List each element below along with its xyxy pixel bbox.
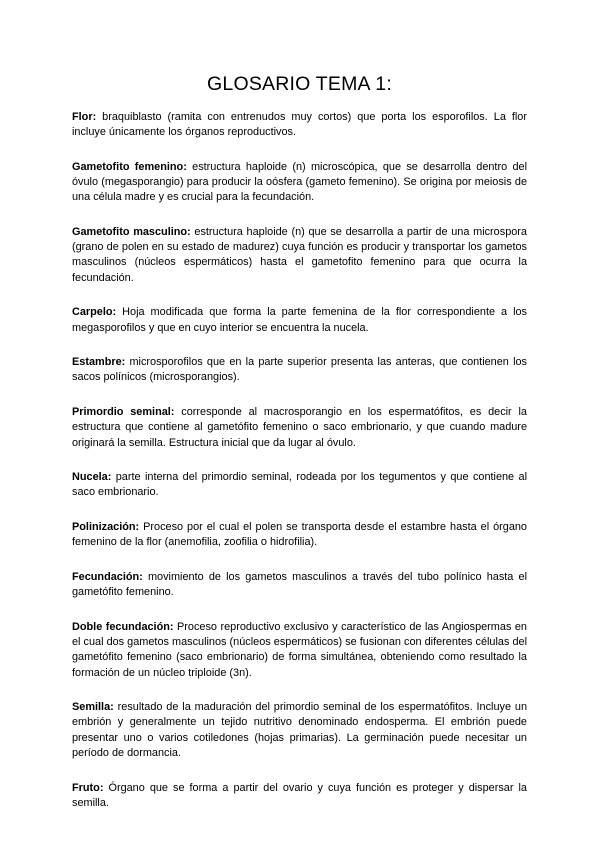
page-title: GLOSARIO TEMA 1: (207, 73, 392, 95)
glossary-definition: Hoja modificada que forma la parte femenina de la flor correspondiente a los megasporofilos y que en cuyo interior se encuentra la nucela. (72, 306, 527, 334)
glossary-term: Doble fecundación: (72, 620, 174, 633)
glossary-definition: resultado de la maduración del primordio seminal de los espermatófitos. Incluye un embrión y generalmente un tejido nutritivo denominado endosperma. El embrión puede presentar uno o varios cotiledones (hojas primarias). La germinación puede necesitar un período de dormancia. (72, 701, 527, 759)
glossary-term: Semilla: (72, 701, 114, 714)
glossary-term: Nucela: (72, 471, 112, 484)
glossary-definition: Órgano que se forma a partir del ovario y cuya función es proteger y dispersar la semilla. (72, 781, 527, 809)
glossary-definition: estructura haploide (n) que se desarrolla a partir de una microspora (grano de polen en su estado de madurez) cuya función es producir y transportar los gametos masculinos (núcleos espermáticos) hasta el gametofito femenino para que ocurra la fecundación. (72, 226, 527, 284)
glossary-entry-primordio-seminal (72, 405, 527, 451)
glossary-entry-fecundacion (72, 570, 527, 600)
glossary-definition: Proceso reproductivo exclusivo y característico de las Angiospermas en el cual dos gametos masculinos (núcleos espermáticos) se fusionan con diferentes células del gametófito femenino (saco embrionario) de forma simultánea, obteniendo como resultado la formación de un núcleo triploide (3n). (72, 620, 527, 679)
glossary-term: Gametofito femenino: (72, 160, 187, 173)
glossary-list (72, 110, 527, 811)
glossary-term: Primordio seminal: (72, 406, 175, 419)
document-page (72, 0, 527, 831)
glossary-entry-estambre (72, 355, 527, 385)
glossary-term: Polinización: (72, 521, 140, 534)
glossary-definition: Proceso por el cual el polen se transporta desde el estambre hasta el órgano femenino de la flor (anemofilia, zoofilia o hidrofilia). (72, 521, 527, 549)
glossary-entry-polinizacion (72, 520, 527, 550)
glossary-definition: movimiento de los gametos masculinos a través del tubo polínico hasta el gametófito femenino. (72, 571, 527, 599)
glossary-entry-nucela (72, 470, 527, 500)
glossary-definition: corresponde al macrosporangio en los espermatófitos, es decir la estructura que contiene al gametófito femenino o saco embrionario, y que cuando madure originará la semilla. Estructura inicial que da lugar al óvulo. (72, 406, 527, 449)
glossary-entry-fruto (72, 781, 527, 811)
glossary-term: Carpelo: (72, 306, 117, 319)
glossary-definition: parte interna del primordio seminal, rodeada por los tegumentos y que contiene al saco embrionario. (72, 471, 527, 499)
glossary-entry-carpelo (72, 305, 527, 335)
glossary-definition: estructura haploide (n) microscópica, que se desarrolla dentro del óvulo (megasporangio) para producir la oósfera (gameto femenino). Se origina por meiosis de una célula madre y es crucial para la fecundación. (72, 160, 527, 204)
glossary-entry-gametofito-masculino (72, 225, 527, 286)
glossary-term: Fecundación: (72, 571, 143, 584)
glossary-term: Flor: (72, 111, 97, 123)
glossary-definition: braquiblasto (ramita con entrenudos muy cortos) que porta los esporofilos. La flor incluye únicamente los órganos reproductivos. (72, 111, 527, 139)
glossary-entry-semilla (72, 700, 527, 761)
glossary-definition: microsporofilos que en la parte superior presenta las anteras, que contienen los sacos polínicos (microsporangios). (72, 356, 527, 384)
glossary-entry-gametofito-femenino (72, 160, 527, 206)
glossary-term: Estambre: (72, 356, 126, 369)
glossary-term: Gametofito masculino: (72, 226, 191, 239)
glossary-entry-doble-fecundacion (72, 620, 527, 681)
glossary-term: Fruto: (72, 781, 104, 794)
glossary-entry-flor (72, 110, 527, 140)
